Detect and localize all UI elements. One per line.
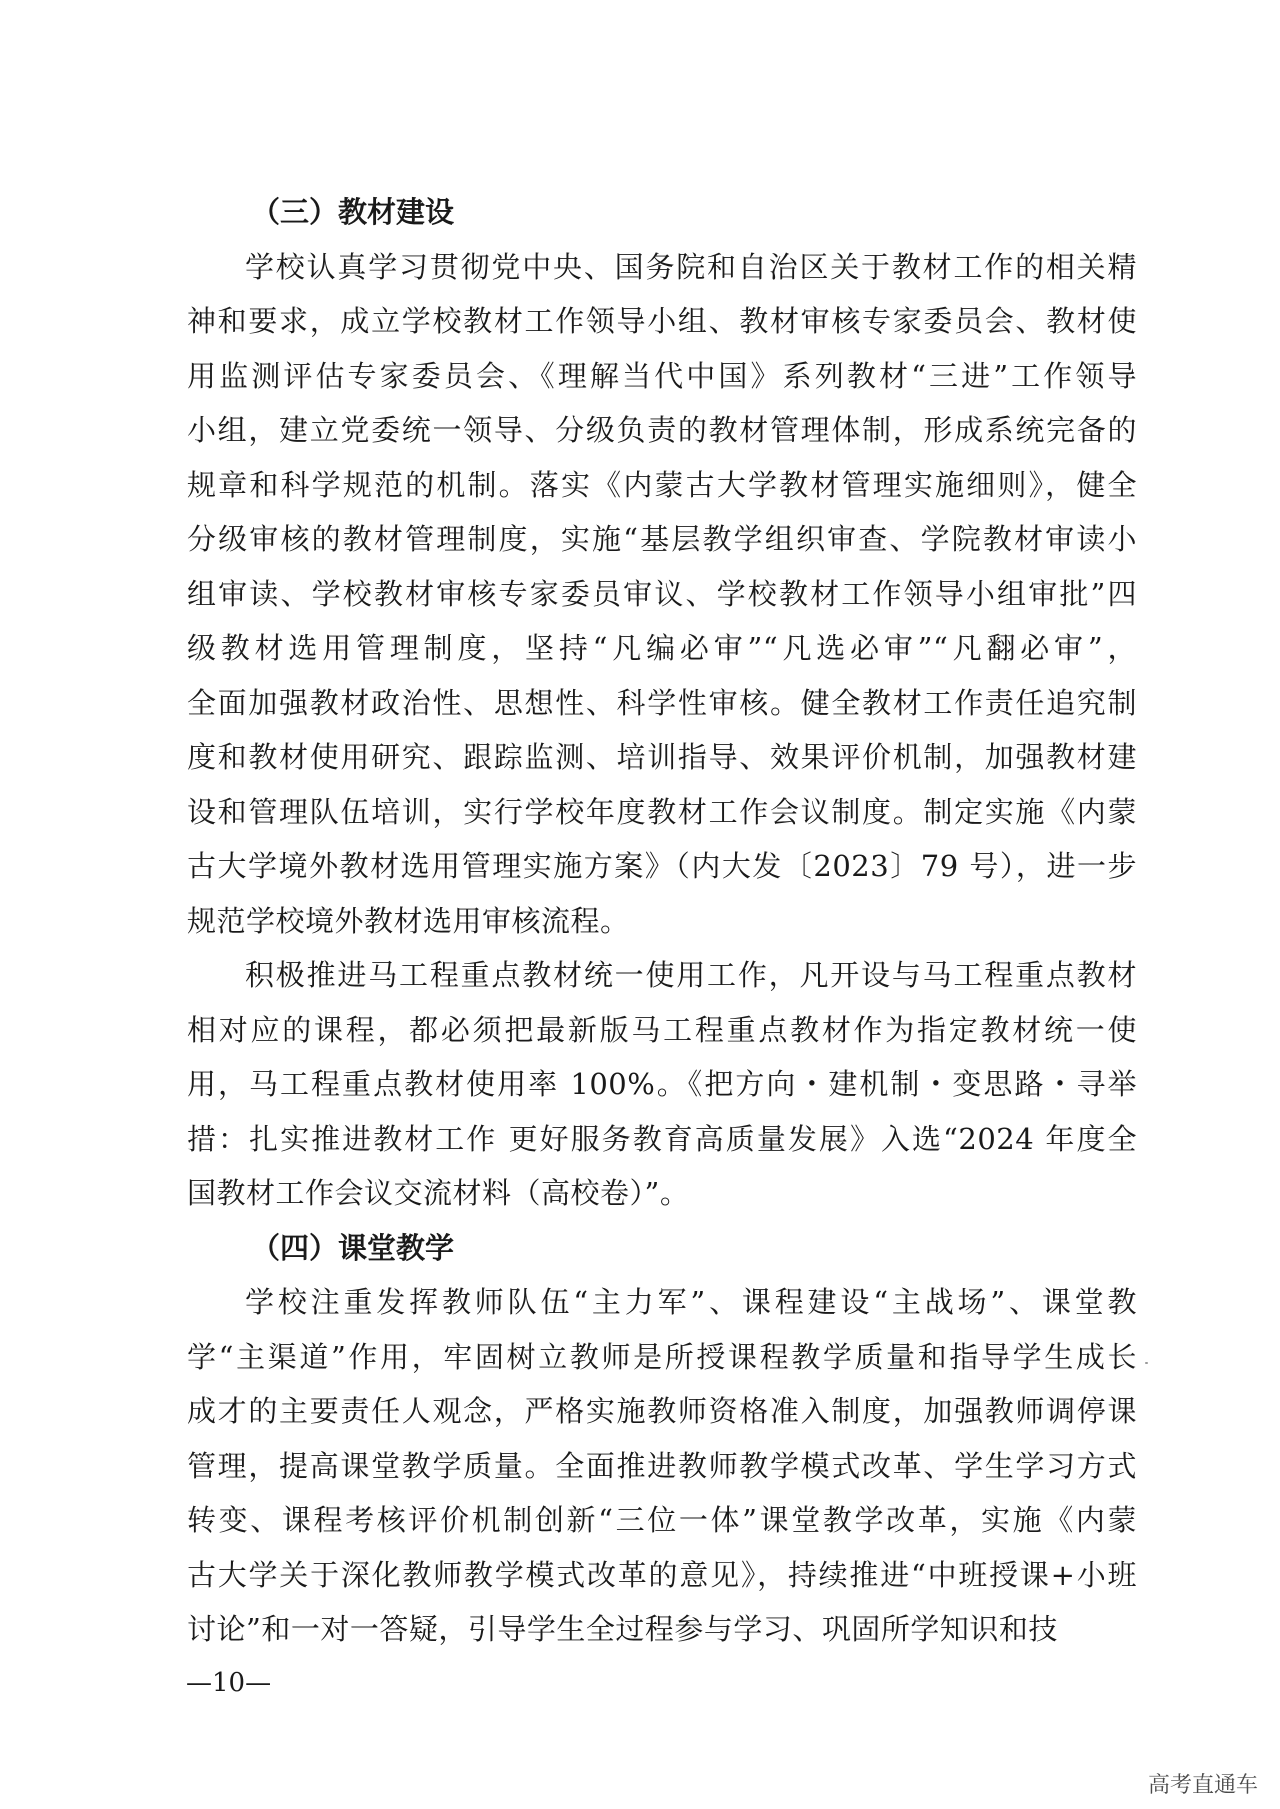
paragraph: [187, 240, 1137, 949]
paragraph-line: 成才的主要责任人观念，严格实施教师资格准入制度，加强教师调停课: [187, 1394, 1137, 1428]
paragraph-line: 分级审核的教材管理制度，实施“基层教学组织审查、学院教材审读小: [187, 522, 1137, 556]
section-heading: （四）课堂教学: [251, 1230, 455, 1265]
paragraph-line: 讨论”和一对一答疑，引导学生全过程参与学习、巩固所学知识和技: [187, 1612, 1058, 1646]
paragraph: [187, 1275, 1137, 1657]
paragraph-line: 组审读、学校教材审核专家委员审议、学校教材工作领导小组审批”四: [187, 576, 1137, 611]
paragraph-line: 古大学境外教材选用管理实施方案》（内大发〔2023〕79 号），进一步: [187, 849, 1137, 883]
paragraph-line: 用，马工程重点教材使用率 100%。《把方向・建机制・变思路・寻举: [187, 1067, 1137, 1101]
scan-speck: [1145, 1362, 1148, 1364]
paragraph-line: 措：扎实推进教材工作 更好服务教育高质量发展》入选“2024 年度全: [187, 1121, 1137, 1156]
paragraph-line: 管理，提高课堂教学质量。全面推进教师教学模式改革、学生学习方式: [187, 1448, 1137, 1483]
paragraph-line: 设和管理队伍培训，实行学校年度教材工作会议制度。制定实施《内蒙: [187, 794, 1137, 829]
paragraph-line: 积极推进马工程重点教材统一使用工作，凡开设与马工程重点教材: [245, 958, 1137, 992]
paragraph: [187, 948, 1137, 1221]
paragraph-line: 学校注重发挥教师队伍“主力军”、课程建设“主战场”、课堂教: [245, 1285, 1137, 1319]
document-body: [187, 185, 1137, 1657]
paragraph-line: 古大学关于深化教师教学模式改革的意见》，持续推进“中班授课+小班: [187, 1557, 1137, 1592]
paragraph-line: 全面加强教材政治性、思想性、科学性审核。健全教材工作责任追究制: [187, 685, 1137, 720]
paragraph-line: 学校认真学习贯彻党中央、国务院和自治区关于教材工作的相关精: [245, 249, 1137, 284]
paragraph-line: 相对应的课程，都必须把最新版马工程重点教材作为指定教材统一使: [187, 1012, 1137, 1047]
paragraph-line: 级教材选用管理制度，坚持“凡编必审”“凡选必审”“凡翻必审”，: [187, 631, 1137, 665]
paragraph-line: 用监测评估专家委员会、《理解当代中国》系列教材“三进”工作领导: [187, 358, 1137, 393]
section-heading: （三）教材建设: [251, 195, 455, 229]
paragraph-line: 度和教材使用研究、跟踪监测、培训指导、效果评价机制，加强教材建: [187, 740, 1137, 774]
paragraph-line: 学“主渠道”作用，牢固树立教师是所授课程教学质量和指导学生成长: [187, 1339, 1137, 1374]
paragraph-line: 规范学校境外教材选用审核流程。: [187, 903, 630, 938]
watermark: 高考直通车: [1147, 1773, 1258, 1798]
paragraph-line: 国教材工作会议交流材料（高校卷）”。: [187, 1176, 690, 1210]
paragraph-line: 神和要求，成立学校教材工作领导小组、教材审核专家委员会、教材使: [187, 304, 1137, 338]
paragraph-line: 小组，建立党委统一领导、分级负责的教材管理体制，形成系统完备的: [187, 413, 1137, 447]
paragraph-line: 转变、课程考核评价机制创新“三位一体”课堂教学改革，实施《内蒙: [187, 1503, 1137, 1537]
page-number: —10—: [186, 1668, 272, 1698]
paragraph-line: 规章和科学规范的机制。落实《内蒙古大学教材管理实施细则》，健全: [187, 467, 1137, 502]
